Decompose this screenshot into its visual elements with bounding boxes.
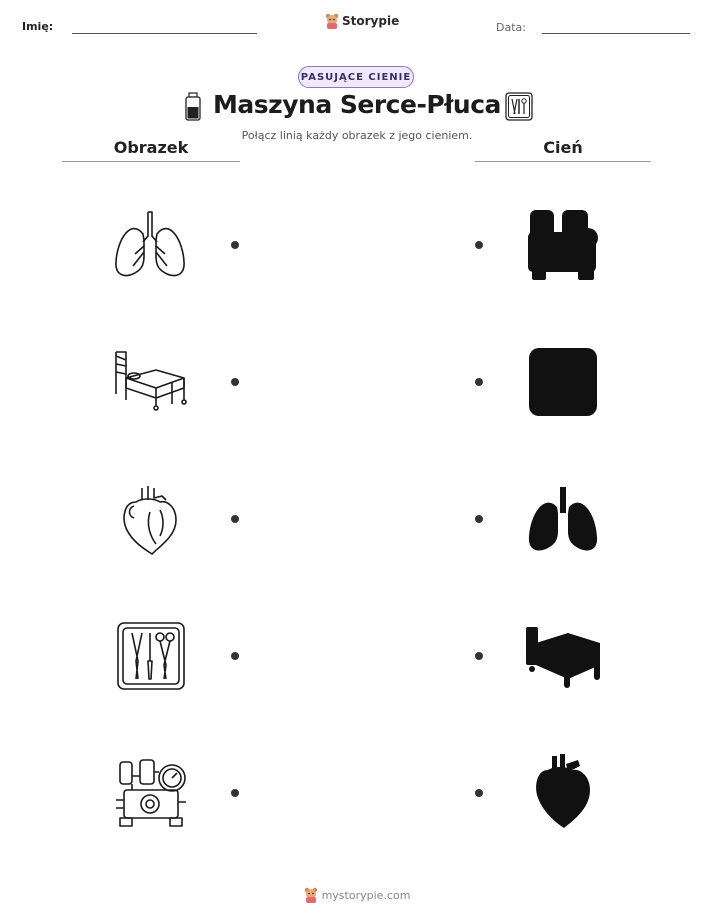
instructions: Połącz linią każdy obrazek z jego cieniem.	[241, 129, 473, 142]
match-dot-left-1[interactable]	[231, 241, 239, 249]
date-line[interactable]	[542, 33, 690, 34]
heart-icon	[120, 484, 180, 556]
lungs-icon	[113, 210, 187, 280]
brand-logo	[325, 13, 399, 29]
brand-name: Storypie	[342, 14, 400, 28]
column-divider-left	[62, 161, 240, 162]
footer-url[interactable]: mystorypie.com	[321, 888, 411, 902]
name-label: Imię:	[22, 20, 54, 33]
match-dot-right-5[interactable]	[475, 789, 483, 797]
match-dot-left-4[interactable]	[231, 652, 239, 660]
match-dot-left-5[interactable]	[231, 789, 239, 797]
surgical-kit-icon	[505, 92, 533, 121]
heart-lung-machine-icon	[114, 756, 188, 830]
name-line[interactable]	[72, 33, 257, 34]
square-silhouette	[528, 347, 598, 417]
footer	[0, 887, 714, 903]
category-badge: PASUJĄCE CIENIE	[298, 66, 414, 88]
column-divider-right	[475, 161, 651, 162]
match-dot-right-3[interactable]	[475, 515, 483, 523]
bear-icon	[325, 13, 339, 29]
column-header-shadow: Cień	[543, 138, 583, 157]
machine-silhouette	[526, 208, 600, 282]
match-dot-right-2[interactable]	[475, 378, 483, 386]
match-dot-left-2[interactable]	[231, 378, 239, 386]
heart-silhouette	[532, 754, 594, 830]
bear-icon	[304, 887, 318, 903]
match-dot-left-3[interactable]	[231, 515, 239, 523]
surgical-tools-icon	[116, 621, 186, 691]
page-title: Maszyna Serce-Płuca	[213, 90, 501, 119]
hospital-bed-icon	[112, 348, 188, 414]
match-dot-right-4[interactable]	[475, 652, 483, 660]
date-label: Data:	[496, 21, 526, 34]
lungs-silhouette	[526, 485, 600, 555]
bed-silhouette	[524, 621, 602, 689]
column-header-picture: Obrazek	[113, 138, 189, 157]
match-dot-right-1[interactable]	[475, 241, 483, 249]
